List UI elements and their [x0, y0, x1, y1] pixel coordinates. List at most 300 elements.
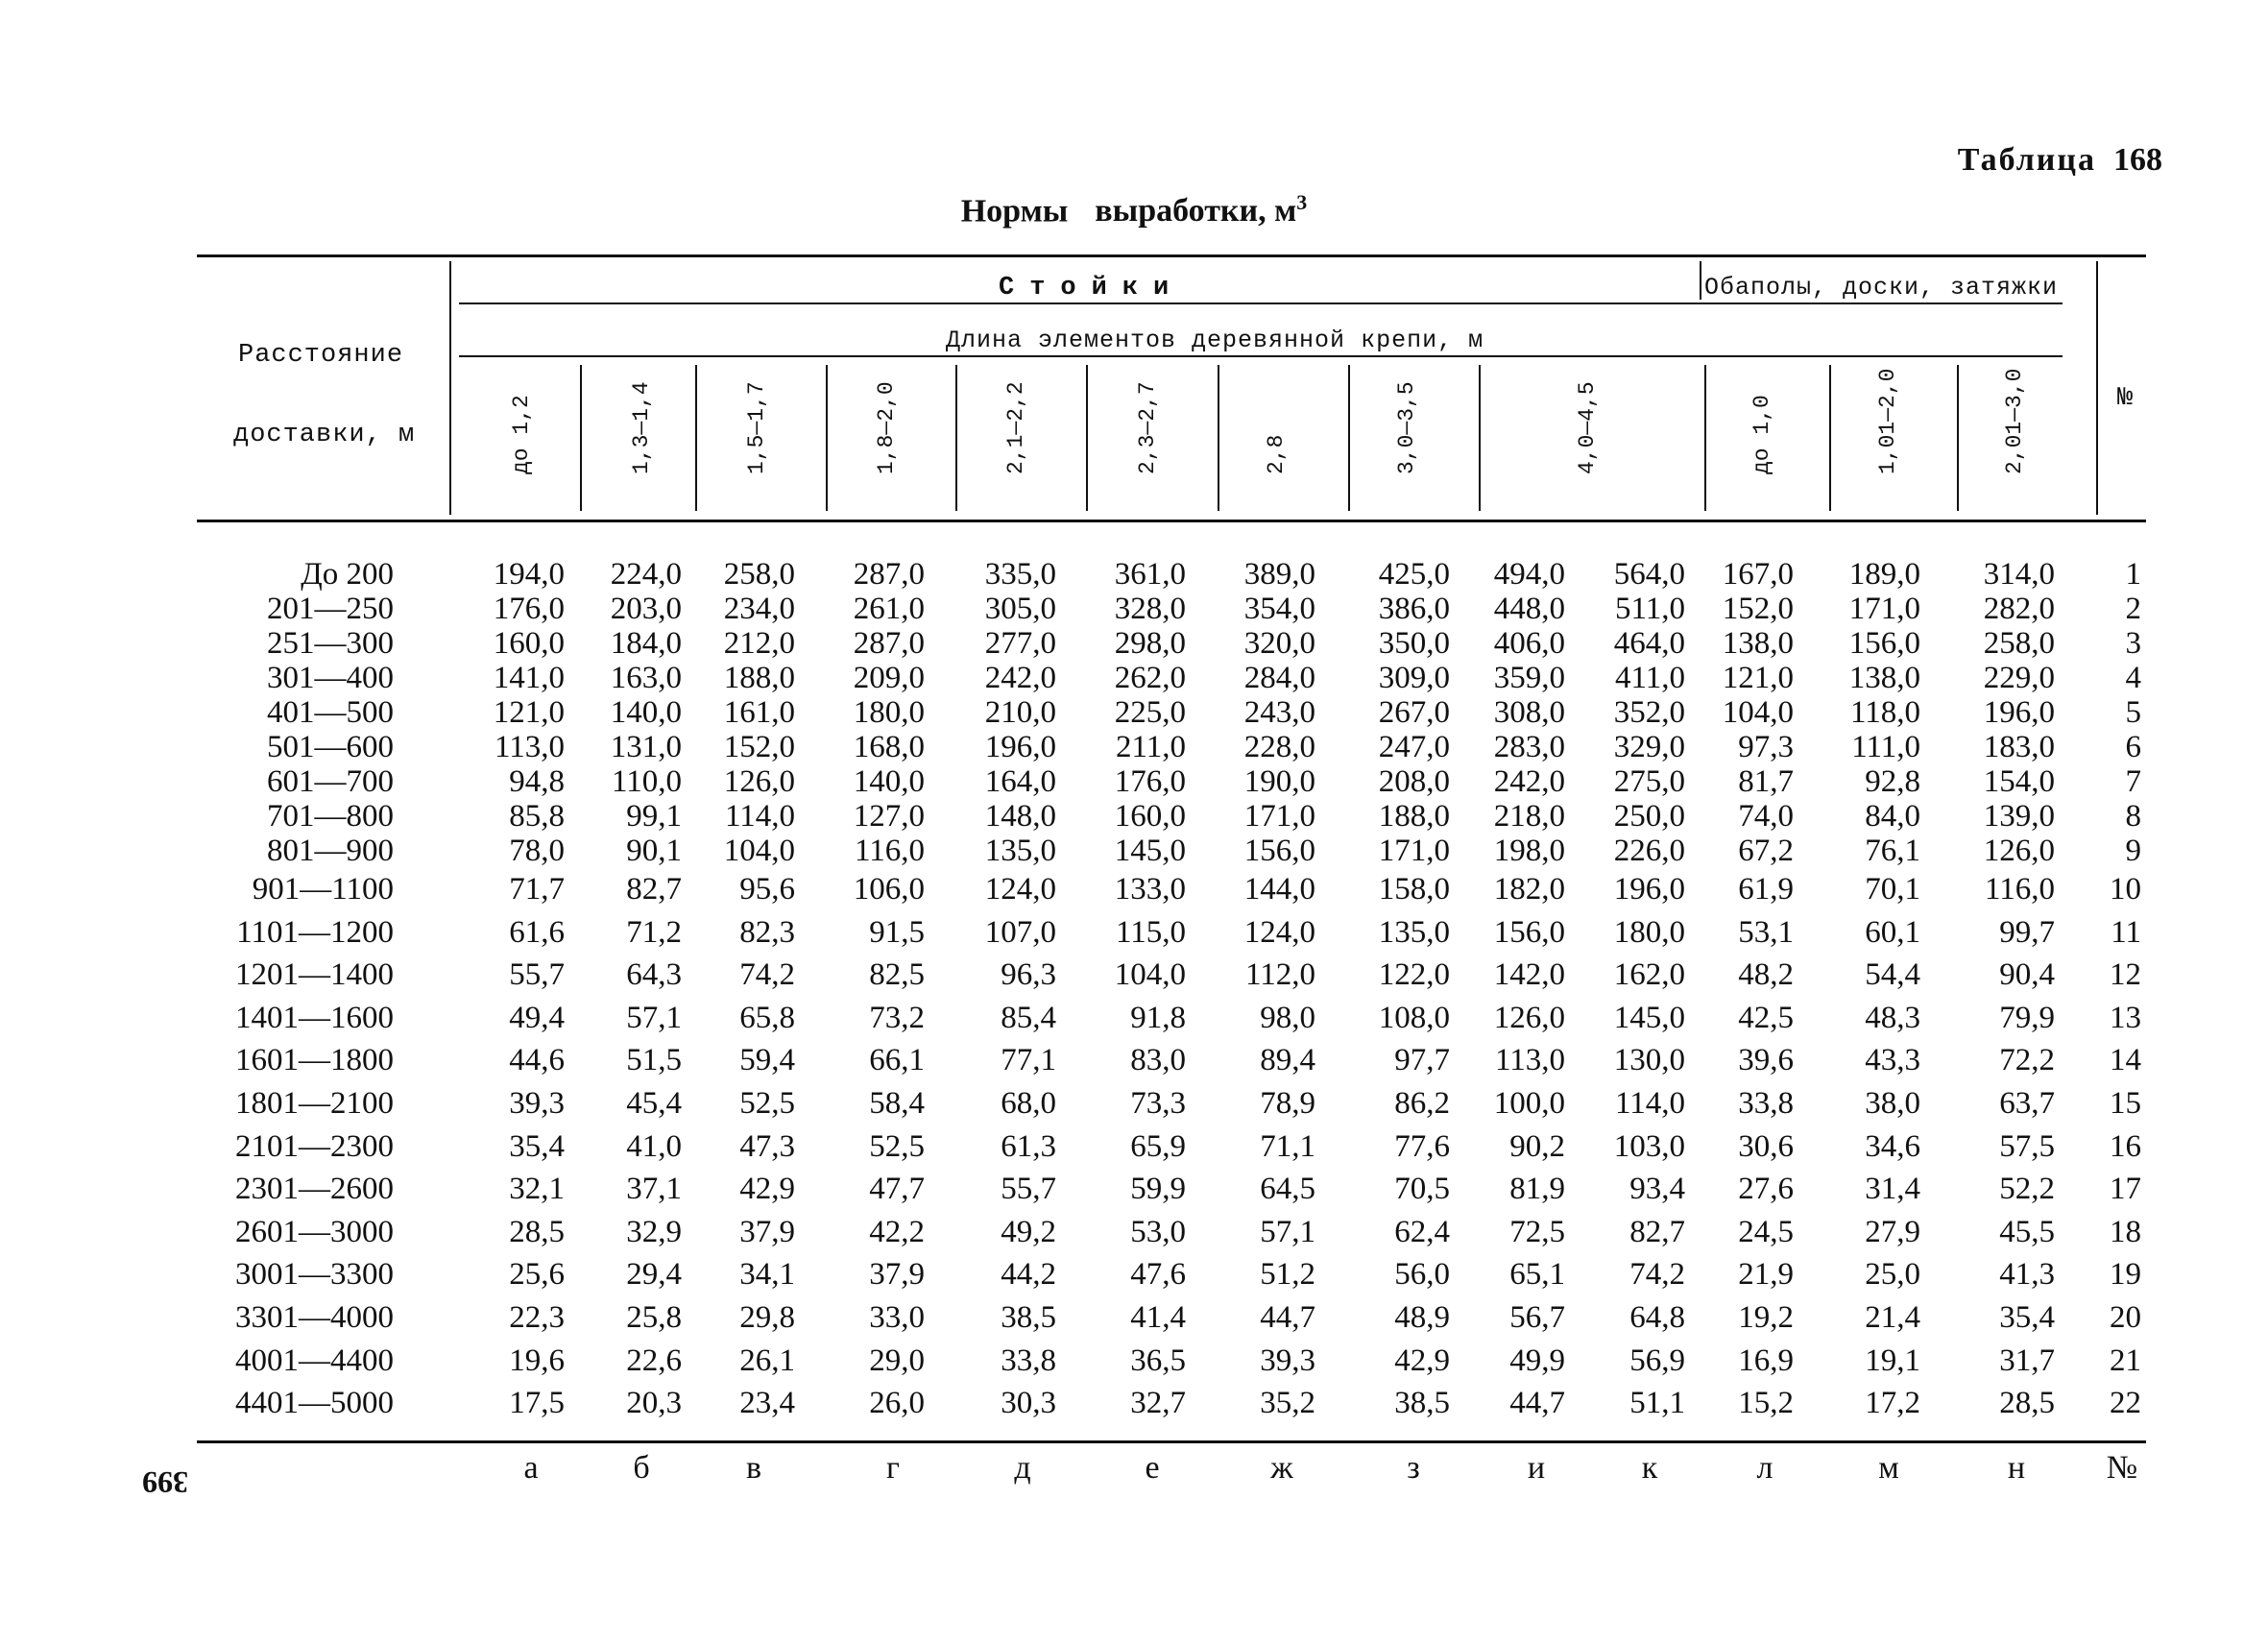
row-number: 5	[2125, 695, 2141, 730]
row-value: 48,3	[1865, 1000, 1920, 1035]
row-value: 140,0	[853, 764, 925, 799]
row-value: 35,2	[1260, 1386, 1315, 1421]
col-sep	[1829, 365, 1831, 511]
row-value: 41,4	[1130, 1299, 1186, 1335]
row-value: 28,5	[509, 1214, 565, 1249]
row-number: 16	[2110, 1128, 2141, 1164]
row-value: 78,9	[1260, 1085, 1315, 1121]
row-value: 74,0	[1738, 799, 1794, 834]
row-value: 118,0	[1849, 695, 1920, 730]
col-header-z-text: 3,0—3,5	[1394, 381, 1419, 474]
row-value: 97,3	[1738, 730, 1794, 764]
column-letter: м	[1878, 1450, 1899, 1486]
row-value: 328,0	[1114, 592, 1186, 626]
row-value: 167,0	[1722, 557, 1794, 592]
row-value: 359,0	[1493, 661, 1565, 695]
row-value: 183,0	[1983, 730, 2055, 764]
row-value: 79,9	[1999, 1000, 2055, 1035]
column-letter: е	[1145, 1450, 1160, 1486]
row-value: 51,1	[1629, 1386, 1685, 1421]
row-value: 96,3	[1001, 957, 1056, 993]
table-row	[0, 1382, 2268, 1425]
col-header-d-text: 2,1—2,2	[1003, 381, 1028, 474]
row-value: 83,0	[1130, 1043, 1186, 1078]
row-value: 82,7	[1629, 1214, 1685, 1249]
row-value: 188,0	[1378, 799, 1450, 834]
row-value: 49,9	[1509, 1343, 1565, 1378]
row-value: 112,0	[1244, 957, 1315, 993]
row-value: 114,0	[724, 799, 795, 834]
column-letter: д	[1014, 1450, 1031, 1486]
col-header-b-text: 1,3—1,4	[629, 381, 654, 474]
row-value: 448,0	[1493, 592, 1565, 626]
row-value: 35,4	[1999, 1299, 2055, 1335]
column-letter: ж	[1270, 1450, 1293, 1486]
group-stoiki: Стойки	[999, 274, 1185, 302]
row-value: 57,1	[1260, 1214, 1315, 1249]
table-row	[0, 911, 2268, 955]
row-value: 25,6	[509, 1257, 565, 1293]
row-value: 48,2	[1738, 957, 1794, 993]
row-value: 98,0	[1260, 1000, 1315, 1035]
col-header-a-text: до 1,2	[509, 395, 534, 474]
row-value: 211,0	[1115, 730, 1186, 764]
row-value: 73,2	[869, 1000, 925, 1035]
row-value: 99,7	[1999, 914, 2055, 950]
row-value: 267,0	[1378, 695, 1450, 730]
row-value: 196,0	[1983, 695, 2055, 730]
row-value: 104,0	[723, 834, 795, 868]
row-distance: 2301—2600	[235, 1172, 394, 1207]
row-value: 361,0	[1114, 557, 1186, 592]
row-value: 208,0	[1378, 764, 1450, 799]
row-value: 84,0	[1865, 799, 1920, 834]
row-value: 99,1	[626, 799, 682, 834]
column-letter: г	[886, 1450, 900, 1486]
table-row	[0, 1082, 2268, 1125]
row-value: 68,0	[1001, 1085, 1056, 1121]
row-value: 115,0	[1115, 914, 1186, 950]
row-value: 116,0	[854, 834, 925, 868]
row-value: 42,5	[1738, 1000, 1794, 1035]
row-value: 33,8	[1001, 1343, 1056, 1378]
row-value: 81,7	[1738, 764, 1794, 799]
row-value: 39,6	[1738, 1043, 1794, 1078]
row-value: 41,3	[1999, 1257, 2055, 1293]
row-value: 45,4	[626, 1085, 682, 1121]
row-value: 63,7	[1999, 1085, 2055, 1121]
col-header-l-text: до 1,0	[1749, 395, 1774, 474]
column-letter: л	[1756, 1450, 1773, 1486]
row-value: 32,9	[626, 1214, 682, 1249]
row-value: 44,7	[1509, 1386, 1565, 1421]
row-value: 34,1	[739, 1257, 795, 1293]
row-value: 314,0	[1983, 557, 2055, 592]
row-value: 113,0	[1494, 1043, 1565, 1078]
row-value: 124,0	[1243, 914, 1315, 950]
row-value: 52,2	[1999, 1172, 2055, 1207]
row-value: 77,6	[1394, 1128, 1450, 1164]
row-number: 7	[2125, 764, 2141, 799]
table-label-text: Таблица	[1957, 142, 2096, 178]
col-sep	[1348, 365, 1350, 511]
row-value: 67,2	[1738, 834, 1794, 868]
row-value: 224,0	[610, 557, 682, 592]
row-value: 145,0	[1114, 834, 1186, 868]
table-row	[0, 1340, 2268, 1383]
col-sep	[1479, 365, 1481, 511]
row-distance: 301—400	[267, 661, 394, 695]
row-distance: 1801—2100	[235, 1085, 394, 1121]
table-row	[0, 1296, 2268, 1340]
row-value: 47,6	[1130, 1257, 1186, 1293]
row-value: 85,8	[509, 799, 565, 834]
row-value: 23,4	[739, 1386, 795, 1421]
row-value: 329,0	[1613, 730, 1685, 764]
row-value: 51,5	[626, 1043, 682, 1078]
row-number: 19	[2110, 1257, 2141, 1293]
row-value: 164,0	[984, 764, 1056, 799]
row-value: 53,0	[1130, 1214, 1186, 1249]
row-value: 61,9	[1738, 872, 1794, 907]
distance-label-1: Расстояние	[238, 341, 404, 370]
row-number: 9	[2125, 834, 2141, 868]
row-distance: 1601—1800	[235, 1043, 394, 1078]
column-letter: з	[1407, 1450, 1420, 1486]
row-value: 127,0	[853, 799, 925, 834]
row-value: 45,5	[1999, 1214, 2055, 1249]
page-number: 399	[142, 1465, 188, 1500]
row-value: 148,0	[984, 799, 1056, 834]
table-number: 168	[2113, 142, 2162, 178]
row-value: 37,1	[626, 1172, 682, 1207]
row-value: 242,0	[1493, 764, 1565, 799]
col-sep	[826, 365, 828, 511]
row-distance: 1401—1600	[235, 1000, 394, 1035]
row-number: 21	[2110, 1343, 2141, 1378]
row-value: 145,0	[1613, 1000, 1685, 1035]
row-value: 21,4	[1865, 1299, 1920, 1335]
row-value: 38,5	[1394, 1386, 1450, 1421]
row-value: 121,0	[1722, 661, 1794, 695]
row-value: 140,0	[610, 695, 682, 730]
col-sep	[1704, 365, 1706, 511]
row-value: 131,0	[610, 730, 682, 764]
row-value: 56,9	[1629, 1343, 1685, 1378]
row-value: 82,5	[869, 957, 925, 993]
row-value: 234,0	[723, 592, 795, 626]
row-value: 90,1	[626, 834, 682, 868]
row-value: 124,0	[984, 872, 1056, 907]
column-letter: а	[523, 1450, 539, 1486]
row-value: 89,4	[1260, 1043, 1315, 1078]
distance-label-2: доставки, м	[233, 421, 416, 449]
row-value: 29,4	[626, 1257, 682, 1293]
row-value: 103,0	[1613, 1128, 1685, 1164]
row-value: 198,0	[1493, 834, 1565, 868]
row-value: 184,0	[610, 626, 682, 661]
row-value: 298,0	[1114, 626, 1186, 661]
row-value: 180,0	[1613, 914, 1685, 950]
row-value: 97,7	[1394, 1043, 1450, 1078]
col-sep	[1218, 365, 1219, 511]
row-value: 25,0	[1865, 1257, 1920, 1293]
row-value: 34,6	[1865, 1128, 1920, 1164]
row-value: 49,2	[1001, 1214, 1056, 1249]
row-value: 228,0	[1243, 730, 1315, 764]
row-value: 389,0	[1243, 557, 1315, 592]
col-header-m-text: 1,01—2,0	[1875, 368, 1900, 474]
row-value: 38,5	[1001, 1299, 1056, 1335]
row-value: 258,0	[1983, 626, 2055, 661]
table-row	[0, 997, 2268, 1040]
row-value: 27,9	[1865, 1214, 1920, 1249]
col-sep	[1957, 365, 1959, 511]
title-sup: 3	[1296, 190, 1308, 214]
row-value: 70,1	[1865, 872, 1920, 907]
row-value: 354,0	[1243, 592, 1315, 626]
row-value: 93,4	[1629, 1172, 1685, 1207]
row-value: 39,3	[509, 1085, 565, 1121]
row-value: 194,0	[493, 557, 565, 592]
row-number: 14	[2110, 1043, 2141, 1078]
row-value: 284,0	[1243, 661, 1315, 695]
row-value: 37,9	[739, 1214, 795, 1249]
row-value: 31,4	[1865, 1172, 1920, 1207]
group-rule	[459, 302, 2063, 304]
row-value: 16,9	[1738, 1343, 1794, 1378]
row-value: 27,6	[1738, 1172, 1794, 1207]
col-sep	[695, 365, 697, 511]
column-letter: к	[1641, 1450, 1658, 1486]
row-value: 168,0	[853, 730, 925, 764]
row-value: 95,6	[739, 872, 795, 907]
row-value: 92,8	[1865, 764, 1920, 799]
row-value: 116,0	[1984, 872, 2055, 907]
row-value: 61,6	[509, 914, 565, 950]
row-value: 161,0	[723, 695, 795, 730]
row-value: 71,1	[1260, 1128, 1315, 1164]
row-distance: 2601—3000	[235, 1214, 394, 1249]
row-value: 71,7	[509, 872, 565, 907]
row-value: 104,0	[1114, 957, 1186, 993]
row-value: 52,5	[739, 1085, 795, 1121]
row-value: 78,0	[509, 834, 565, 868]
row-value: 57,5	[1999, 1128, 2055, 1164]
row-value: 138,0	[1848, 661, 1920, 695]
col-header-e-text: 2,3—2,7	[1135, 381, 1160, 474]
row-value: 26,0	[869, 1386, 925, 1421]
row-value: 511,0	[1614, 592, 1685, 626]
row-value: 121,0	[493, 695, 565, 730]
row-value: 209,0	[853, 661, 925, 695]
row-value: 19,2	[1738, 1299, 1794, 1335]
row-value: 138,0	[1722, 626, 1794, 661]
row-value: 39,3	[1260, 1343, 1315, 1378]
row-value: 464,0	[1613, 626, 1685, 661]
row-value: 111,0	[1851, 730, 1920, 764]
row-distance: 1101—1200	[236, 914, 394, 950]
row-value: 37,9	[869, 1257, 925, 1293]
row-value: 225,0	[1114, 695, 1186, 730]
row-value: 42,2	[869, 1214, 925, 1249]
group-obapoly: Обаполы, доски, затяжки	[1704, 274, 2059, 302]
row-number: 18	[2110, 1214, 2141, 1249]
row-value: 108,0	[1378, 1000, 1450, 1035]
row-number: 3	[2125, 626, 2141, 661]
row-value: 29,8	[739, 1299, 795, 1335]
row-value: 64,5	[1260, 1172, 1315, 1207]
row-value: 122,0	[1378, 957, 1450, 993]
row-value: 156,0	[1243, 834, 1315, 868]
row-distance: 3001—3300	[235, 1257, 394, 1293]
col-divider-distance	[449, 261, 451, 515]
row-value: 210,0	[984, 695, 1056, 730]
table-row	[0, 1125, 2268, 1169]
row-value: 218,0	[1493, 799, 1565, 834]
table-body	[0, 557, 2268, 1425]
row-distance: 4401—5000	[235, 1386, 394, 1421]
row-value: 114,0	[1614, 1085, 1685, 1121]
row-value: 335,0	[984, 557, 1056, 592]
row-value: 287,0	[853, 557, 925, 592]
row-value: 43,3	[1865, 1043, 1920, 1078]
row-value: 30,3	[1001, 1386, 1056, 1421]
row-value: 41,0	[626, 1128, 682, 1164]
row-value: 494,0	[1493, 557, 1565, 592]
row-value: 156,0	[1493, 914, 1565, 950]
row-value: 19,1	[1865, 1343, 1920, 1378]
row-distance: 501—600	[267, 730, 394, 764]
row-value: 62,4	[1394, 1214, 1450, 1249]
no-header: №	[2117, 384, 2136, 413]
col-sep	[580, 365, 582, 511]
col-header-v-text: 1,5—1,7	[744, 381, 769, 474]
page-title	[0, 190, 2268, 230]
row-value: 64,3	[626, 957, 682, 993]
table-row	[0, 868, 2268, 911]
row-value: 54,4	[1865, 957, 1920, 993]
row-value: 203,0	[610, 592, 682, 626]
row-value: 261,0	[853, 592, 925, 626]
row-number: 12	[2110, 957, 2141, 993]
row-value: 176,0	[493, 592, 565, 626]
row-value: 411,0	[1614, 661, 1685, 695]
column-letter: б	[633, 1450, 650, 1486]
row-value: 130,0	[1613, 1043, 1685, 1078]
table-row	[0, 954, 2268, 997]
row-value: 309,0	[1378, 661, 1450, 695]
table-row	[0, 1211, 2268, 1254]
row-distance: 2101—2300	[235, 1128, 394, 1164]
title-main: Нормы	[960, 193, 1069, 230]
row-value: 44,6	[509, 1043, 565, 1078]
row-value: 350,0	[1378, 626, 1450, 661]
col-header-zh-text: 2,8	[1264, 434, 1289, 474]
row-value: 38,0	[1865, 1085, 1920, 1121]
row-distance: 601—700	[267, 764, 394, 799]
column-letter: и	[1527, 1450, 1546, 1486]
row-distance: 3301—4000	[235, 1299, 394, 1335]
row-distance: 901—1100	[252, 872, 394, 907]
row-value: 126,0	[1493, 1000, 1565, 1035]
row-distance: До 200	[301, 557, 394, 592]
row-value: 180,0	[853, 695, 925, 730]
column-letters	[0, 1450, 2268, 1488]
row-number: 20	[2110, 1299, 2141, 1335]
row-value: 22,6	[626, 1343, 682, 1378]
row-value: 72,5	[1509, 1214, 1565, 1249]
col-divider-no	[2096, 261, 2098, 515]
row-value: 51,2	[1260, 1257, 1315, 1293]
row-value: 44,7	[1260, 1299, 1315, 1335]
row-value: 104,0	[1722, 695, 1794, 730]
col-header-n-text: 2,01—3,0	[2002, 368, 2027, 474]
row-value: 144,0	[1243, 872, 1315, 907]
row-number: 13	[2110, 1000, 2141, 1035]
col-header-g-text: 1,8—2,0	[874, 381, 899, 474]
row-value: 49,4	[509, 1000, 565, 1035]
row-value: 160,0	[1114, 799, 1186, 834]
row-value: 320,0	[1243, 626, 1315, 661]
row-distance: 251—300	[267, 626, 394, 661]
table-row	[0, 834, 2268, 868]
row-value: 74,2	[1629, 1257, 1685, 1293]
row-number: 22	[2110, 1386, 2141, 1421]
row-value: 283,0	[1493, 730, 1565, 764]
row-value: 33,0	[869, 1299, 925, 1335]
row-value: 56,7	[1509, 1299, 1565, 1335]
row-value: 162,0	[1613, 957, 1685, 993]
row-number: 2	[2125, 592, 2141, 626]
row-value: 17,5	[509, 1386, 565, 1421]
row-value: 226,0	[1613, 834, 1685, 868]
row-value: 72,2	[1999, 1043, 2055, 1078]
row-value: 81,9	[1509, 1172, 1565, 1207]
row-value: 82,3	[739, 914, 795, 950]
row-value: 196,0	[1613, 872, 1685, 907]
row-value: 15,2	[1738, 1386, 1794, 1421]
table-row	[0, 557, 2268, 592]
row-value: 425,0	[1378, 557, 1450, 592]
row-value: 58,4	[869, 1085, 925, 1121]
row-value: 70,5	[1394, 1172, 1450, 1207]
row-value: 47,3	[739, 1128, 795, 1164]
row-value: 182,0	[1493, 872, 1565, 907]
row-value: 190,0	[1243, 764, 1315, 799]
row-value: 65,1	[1509, 1257, 1565, 1293]
table-label	[1958, 142, 2162, 179]
row-value: 287,0	[853, 626, 925, 661]
row-value: 171,0	[1848, 592, 1920, 626]
row-value: 74,2	[739, 957, 795, 993]
row-value: 36,5	[1130, 1343, 1186, 1378]
row-value: 275,0	[1613, 764, 1685, 799]
row-value: 90,2	[1509, 1128, 1565, 1164]
row-value: 59,9	[1130, 1172, 1186, 1207]
row-value: 42,9	[1394, 1343, 1450, 1378]
table-row	[0, 592, 2268, 626]
row-value: 24,5	[1738, 1214, 1794, 1249]
row-value: 154,0	[1983, 764, 2055, 799]
row-value: 100,0	[1493, 1085, 1565, 1121]
row-value: 152,0	[1722, 592, 1794, 626]
table-row	[0, 799, 2268, 834]
row-value: 35,4	[509, 1128, 565, 1164]
row-value: 212,0	[723, 626, 795, 661]
row-value: 229,0	[1983, 661, 2055, 695]
row-number: 1	[2125, 557, 2141, 592]
